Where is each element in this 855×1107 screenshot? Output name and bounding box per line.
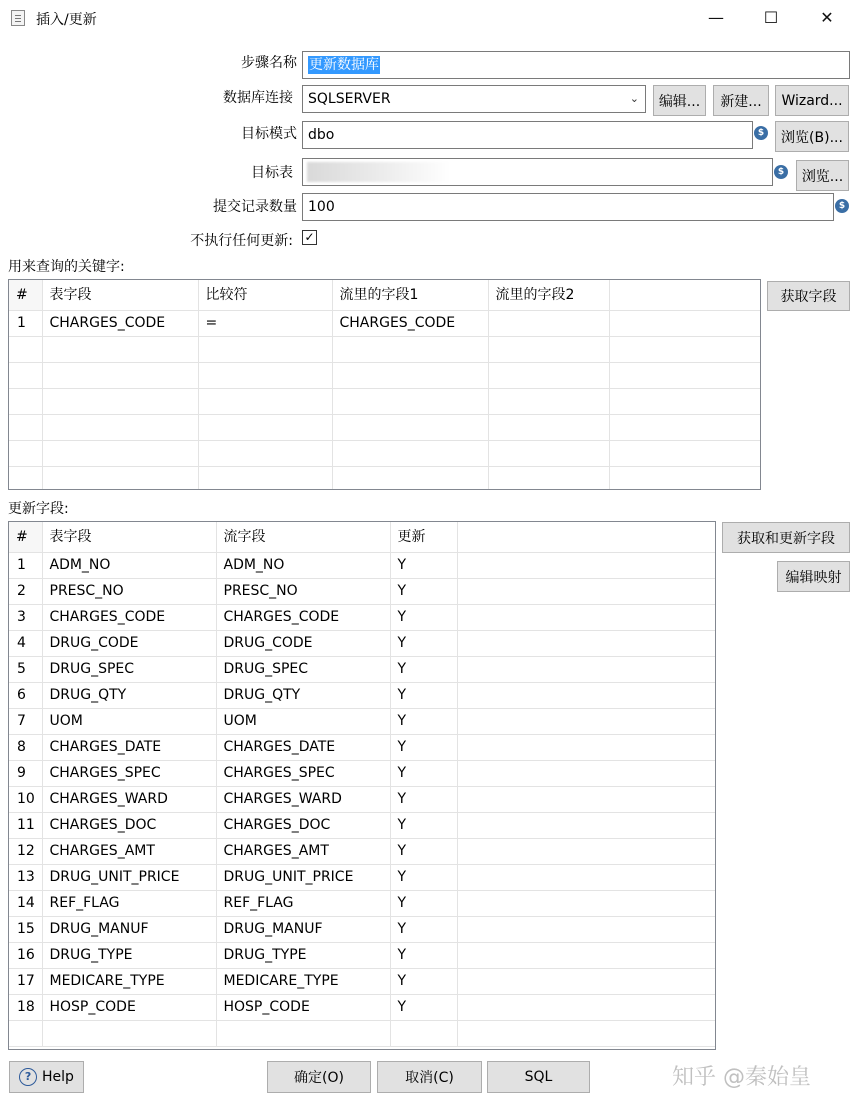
table-cell[interactable]: MEDICARE_TYPE [42, 969, 216, 995]
column-header: 比较符 [198, 280, 332, 311]
db-connection-label: 数据库连接 [223, 90, 293, 106]
table-cell[interactable] [609, 311, 761, 337]
row-number[interactable]: 10 [9, 787, 42, 813]
new-connection-button[interactable]: 新建... [713, 85, 769, 116]
variable-icon: $ [774, 165, 788, 179]
table-cell[interactable] [42, 467, 198, 491]
table-cell[interactable] [198, 467, 332, 491]
table-row[interactable] [9, 969, 716, 995]
table-cell[interactable]: DRUG_UNIT_PRICE [42, 865, 216, 891]
table-row[interactable] [9, 761, 716, 787]
row-number[interactable]: 7 [9, 709, 42, 735]
table-cell[interactable]: CHARGES_DATE [216, 735, 390, 761]
table-cell[interactable]: CHARGES_AMT [42, 839, 216, 865]
table-cell[interactable] [42, 389, 198, 415]
table-cell[interactable]: MEDICARE_TYPE [216, 969, 390, 995]
table-cell[interactable]: DRUG_UNIT_PRICE [216, 865, 390, 891]
table-cell[interactable] [457, 943, 716, 969]
table-row[interactable] [9, 363, 761, 389]
window-title: 插入/更新 [36, 12, 97, 28]
table-cell[interactable] [457, 579, 716, 605]
update-fields-label: 更新字段: [8, 501, 69, 517]
table-cell[interactable]: Y [390, 553, 457, 579]
table-cell[interactable] [457, 839, 716, 865]
table-cell[interactable]: Y [390, 683, 457, 709]
table-row[interactable] [9, 467, 761, 491]
table-cell[interactable]: CHARGES_DATE [42, 735, 216, 761]
table-cell[interactable] [457, 813, 716, 839]
table-cell[interactable] [457, 735, 716, 761]
table-cell[interactable]: CHARGES_AMT [216, 839, 390, 865]
table-cell[interactable] [457, 891, 716, 917]
row-number[interactable]: 16 [9, 943, 42, 969]
table-cell[interactable] [609, 415, 761, 441]
table-cell[interactable] [332, 467, 488, 491]
row-number[interactable] [9, 337, 42, 363]
row-number[interactable]: 15 [9, 917, 42, 943]
table-cell[interactable] [332, 337, 488, 363]
table-cell[interactable] [42, 337, 198, 363]
table-cell[interactable] [457, 865, 716, 891]
table-cell[interactable]: PRESC_NO [216, 579, 390, 605]
lookup-keys-table[interactable] [8, 279, 761, 490]
table-cell[interactable] [198, 415, 332, 441]
table-header-row [9, 280, 761, 311]
table-row[interactable] [9, 891, 716, 917]
ok-button[interactable]: 确定(O) [267, 1061, 371, 1093]
step-name-value: 更新数据库 [309, 57, 379, 73]
help-icon: ? [19, 1068, 37, 1086]
variable-icon: $ [754, 126, 768, 140]
table-cell[interactable] [390, 1021, 457, 1047]
row-number[interactable]: 8 [9, 735, 42, 761]
table-cell[interactable] [42, 1021, 216, 1047]
table-row[interactable] [9, 441, 761, 467]
table-cell[interactable]: DRUG_CODE [42, 631, 216, 657]
table-cell[interactable] [457, 709, 716, 735]
table-cell[interactable] [332, 441, 488, 467]
table-cell[interactable] [457, 553, 716, 579]
table-cell[interactable] [332, 389, 488, 415]
table-cell[interactable]: UOM [42, 709, 216, 735]
chevron-down-icon: ⌄ [629, 92, 639, 105]
table-cell[interactable]: HOSP_CODE [216, 995, 390, 1021]
table-cell[interactable] [488, 415, 609, 441]
table-cell[interactable]: Y [390, 891, 457, 917]
table-cell[interactable]: CHARGES_DOC [42, 813, 216, 839]
close-icon[interactable]: ✕ [820, 8, 834, 27]
help-button-label: Help [42, 1069, 74, 1085]
table-row[interactable] [9, 337, 761, 363]
table-row[interactable] [9, 709, 716, 735]
table-cell[interactable] [609, 441, 761, 467]
table-cell[interactable]: ADM_NO [216, 553, 390, 579]
table-row[interactable] [9, 631, 716, 657]
maximize-icon[interactable]: ☐ [763, 8, 779, 27]
table-cell[interactable]: Y [390, 995, 457, 1021]
edit-mapping-button[interactable]: 编辑映射 [777, 561, 850, 592]
table-cell[interactable]: Y [390, 943, 457, 969]
table-cell[interactable]: Y [390, 917, 457, 943]
table-cell[interactable]: REF_FLAG [42, 891, 216, 917]
table-cell[interactable] [457, 761, 716, 787]
table-cell[interactable] [457, 605, 716, 631]
row-number[interactable]: 1 [9, 311, 42, 337]
variable-icon: $ [835, 199, 849, 213]
row-number[interactable]: 11 [9, 813, 42, 839]
table-cell[interactable]: = [198, 311, 332, 337]
table-row[interactable] [9, 1021, 716, 1047]
row-number[interactable]: 1 [9, 553, 42, 579]
row-number[interactable]: 3 [9, 605, 42, 631]
table-cell[interactable]: DRUG_MANUF [216, 917, 390, 943]
sql-button[interactable]: SQL [487, 1061, 590, 1093]
minimize-icon[interactable]: — [708, 8, 724, 27]
commit-size-value: 100 [308, 199, 335, 215]
row-number[interactable] [9, 1021, 42, 1047]
no-update-checkbox[interactable]: ✓ [302, 230, 317, 245]
table-cell[interactable] [457, 917, 716, 943]
table-cell[interactable]: ADM_NO [42, 553, 216, 579]
column-header: 流里的字段2 [488, 280, 609, 311]
target-schema-label: 目标模式 [241, 126, 297, 142]
table-header-row [9, 522, 716, 553]
table-cell[interactable]: DRUG_QTY [42, 683, 216, 709]
column-header: 更新 [390, 522, 457, 553]
wizard-button[interactable]: Wizard... [775, 85, 849, 116]
row-number[interactable]: 13 [9, 865, 42, 891]
row-number[interactable]: 18 [9, 995, 42, 1021]
get-fields-button[interactable]: 获取字段 [767, 281, 850, 311]
table-cell[interactable] [488, 337, 609, 363]
update-fields-table[interactable] [8, 521, 716, 1050]
table-cell[interactable] [198, 389, 332, 415]
row-number[interactable] [9, 415, 42, 441]
column-header: # [9, 280, 42, 311]
table-cell[interactable] [609, 363, 761, 389]
table-cell[interactable] [332, 363, 488, 389]
table-cell[interactable]: CHARGES_DOC [216, 813, 390, 839]
step-name-label: 步骤名称 [241, 55, 297, 71]
table-cell[interactable]: Y [390, 813, 457, 839]
table-cell[interactable]: DRUG_CODE [216, 631, 390, 657]
target-table-input[interactable] [302, 158, 773, 186]
table-row[interactable] [9, 657, 716, 683]
table-cell[interactable]: Y [390, 787, 457, 813]
table-cell[interactable] [42, 441, 198, 467]
browse-table-button[interactable]: 浏览... [796, 160, 849, 191]
target-schema-value: dbo [308, 127, 335, 143]
table-cell[interactable] [457, 969, 716, 995]
table-cell[interactable]: CHARGES_CODE [216, 605, 390, 631]
row-number[interactable]: 9 [9, 761, 42, 787]
target-table-label: 目标表 [251, 165, 293, 181]
row-number[interactable] [9, 389, 42, 415]
table-cell[interactable] [609, 337, 761, 363]
column-header-empty [609, 280, 761, 311]
row-number[interactable]: 4 [9, 631, 42, 657]
table-row[interactable] [9, 415, 761, 441]
table-row[interactable] [9, 311, 761, 337]
step-icon [11, 10, 25, 26]
table-cell[interactable]: CHARGES_CODE [42, 605, 216, 631]
db-connection-select[interactable] [302, 85, 646, 113]
table-cell[interactable]: Y [390, 839, 457, 865]
table-cell[interactable] [457, 1021, 716, 1047]
help-button[interactable] [9, 1061, 84, 1093]
table-row[interactable] [9, 865, 716, 891]
table-cell[interactable]: Y [390, 605, 457, 631]
table-cell[interactable]: Y [390, 579, 457, 605]
table-cell[interactable]: CHARGES_WARD [216, 787, 390, 813]
table-cell[interactable]: Y [390, 969, 457, 995]
table-cell[interactable] [488, 389, 609, 415]
row-number[interactable] [9, 441, 42, 467]
table-cell[interactable]: Y [390, 865, 457, 891]
table-row[interactable] [9, 813, 716, 839]
table-cell[interactable]: CHARGES_WARD [42, 787, 216, 813]
table-row[interactable] [9, 579, 716, 605]
table-cell[interactable] [198, 337, 332, 363]
title-bar [0, 0, 855, 38]
row-number[interactable]: 5 [9, 657, 42, 683]
lookup-keys-label: 用来查询的关键字: [8, 259, 125, 275]
table-cell[interactable] [609, 389, 761, 415]
row-number[interactable] [9, 467, 42, 491]
step-name-input[interactable] [302, 51, 850, 79]
table-cell[interactable] [488, 441, 609, 467]
row-number[interactable]: 2 [9, 579, 42, 605]
table-cell[interactable]: DRUG_TYPE [216, 943, 390, 969]
table-cell[interactable]: DRUG_QTY [216, 683, 390, 709]
table-cell[interactable]: HOSP_CODE [42, 995, 216, 1021]
table-cell[interactable] [457, 657, 716, 683]
table-cell[interactable]: Y [390, 657, 457, 683]
table-row[interactable] [9, 389, 761, 415]
table-cell[interactable]: CHARGES_CODE [332, 311, 488, 337]
table-cell[interactable]: Y [390, 631, 457, 657]
commit-size-label: 提交记录数量 [213, 199, 297, 215]
table-cell[interactable]: CHARGES_SPEC [216, 761, 390, 787]
table-cell[interactable]: DRUG_MANUF [42, 917, 216, 943]
table-cell[interactable] [488, 363, 609, 389]
get-update-fields-button[interactable]: 获取和更新字段 [722, 522, 850, 553]
column-header: 表字段 [42, 522, 216, 553]
table-cell[interactable] [457, 683, 716, 709]
table-cell[interactable] [457, 787, 716, 813]
row-number[interactable]: 17 [9, 969, 42, 995]
table-cell[interactable]: Y [390, 761, 457, 787]
table-cell[interactable] [42, 415, 198, 441]
table-row[interactable] [9, 943, 716, 969]
column-header: 表字段 [42, 280, 198, 311]
table-cell[interactable] [488, 311, 609, 337]
table-row[interactable] [9, 683, 716, 709]
row-number[interactable]: 12 [9, 839, 42, 865]
table-row[interactable] [9, 917, 716, 943]
table-cell[interactable]: REF_FLAG [216, 891, 390, 917]
edit-connection-button[interactable]: 编辑... [653, 85, 706, 116]
table-cell[interactable] [457, 631, 716, 657]
table-cell[interactable]: PRESC_NO [42, 579, 216, 605]
table-row[interactable] [9, 787, 716, 813]
table-cell[interactable] [488, 467, 609, 491]
redacted-table-name [307, 162, 451, 182]
row-number[interactable]: 14 [9, 891, 42, 917]
table-cell[interactable] [42, 363, 198, 389]
table-cell[interactable]: CHARGES_SPEC [42, 761, 216, 787]
table-cell[interactable]: CHARGES_CODE [42, 311, 198, 337]
table-row[interactable] [9, 605, 716, 631]
browse-schema-button[interactable]: 浏览(B)... [775, 121, 849, 152]
column-header: # [9, 522, 42, 553]
row-number[interactable]: 6 [9, 683, 42, 709]
column-header-empty [457, 522, 716, 553]
column-header: 流字段 [216, 522, 390, 553]
table-row[interactable] [9, 735, 716, 761]
table-cell[interactable] [198, 441, 332, 467]
db-connection-value: SQLSERVER [308, 91, 391, 107]
table-cell[interactable]: Y [390, 735, 457, 761]
table-cell[interactable]: DRUG_SPEC [216, 657, 390, 683]
cancel-button[interactable]: 取消(C) [377, 1061, 482, 1093]
row-number[interactable] [9, 363, 42, 389]
table-cell[interactable]: DRUG_SPEC [42, 657, 216, 683]
table-row[interactable] [9, 995, 716, 1021]
no-update-label: 不执行任何更新: [190, 233, 293, 249]
table-cell[interactable]: Y [390, 709, 457, 735]
table-cell[interactable]: DRUG_TYPE [42, 943, 216, 969]
table-row[interactable] [9, 839, 716, 865]
table-cell[interactable] [216, 1021, 390, 1047]
table-cell[interactable] [609, 467, 761, 491]
table-cell[interactable] [198, 363, 332, 389]
column-header: 流里的字段1 [332, 280, 488, 311]
commit-size-input[interactable] [302, 193, 834, 221]
target-schema-input[interactable] [302, 121, 753, 149]
table-cell[interactable]: UOM [216, 709, 390, 735]
watermark: 知乎 @秦始皇 [672, 1065, 811, 1090]
table-cell[interactable] [457, 995, 716, 1021]
table-cell[interactable] [332, 415, 488, 441]
table-row[interactable] [9, 553, 716, 579]
